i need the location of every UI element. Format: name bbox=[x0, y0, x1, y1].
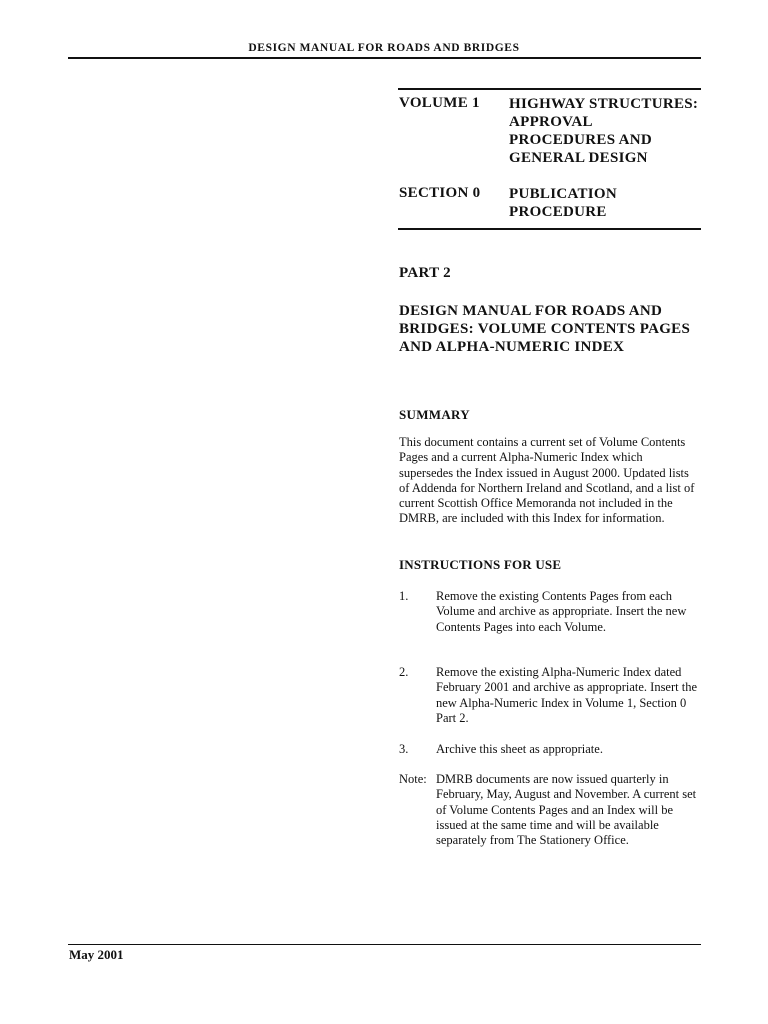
section-label: SECTION 0 bbox=[399, 185, 481, 201]
instruction-number: 3. bbox=[399, 742, 409, 756]
summary-text: This document contains a current set of Volume Contents Pages and a current Alpha-Numeric Index which supersedes the Index issued in August 2000. Updated lists of Addenda for Northern Ireland and Scotland, and a list of current Scottish Office Memoranda not included in the DMRB, are included with this Index for information. bbox=[399, 435, 695, 526]
instruction-text: Remove the existing Alpha-Numeric Index dated February 2001 and archive as appropriate. Insert the new Alpha-Numeric Index in Volume 1, Section 0 Part 2. bbox=[436, 665, 698, 725]
volume-block-bottom-rule bbox=[398, 228, 701, 230]
part-label: PART 2 bbox=[399, 265, 451, 281]
page-header-title: DESIGN MANUAL FOR ROADS AND BRIDGES bbox=[248, 42, 520, 54]
instruction-number: 1. bbox=[399, 589, 409, 603]
note-label: Note: bbox=[399, 772, 427, 786]
instructions-heading: INSTRUCTIONS FOR USE bbox=[399, 557, 562, 572]
volume-title: HIGHWAY STRUCTURES: APPROVAL PROCEDURES AND GENERAL DESIGN bbox=[509, 96, 699, 166]
document-title: DESIGN MANUAL FOR ROADS AND BRIDGES: VOLUME CONTENTS PAGES AND ALPHA-NUMERIC INDEX bbox=[399, 303, 691, 355]
header-rule bbox=[68, 57, 701, 59]
footer-rule bbox=[68, 944, 701, 945]
note-text: DMRB documents are now issued quarterly in February, May, August and November. A current set of Volume Contents Pages and an Index will be issued at the same time and will be available separately from The Stationery Office. bbox=[436, 772, 697, 848]
section-title: PUBLICATION PROCEDURE bbox=[509, 186, 618, 220]
volume-label: VOLUME 1 bbox=[399, 95, 480, 111]
instruction-text: Archive this sheet as appropriate. bbox=[436, 742, 603, 756]
summary-heading: SUMMARY bbox=[399, 407, 470, 422]
volume-block-top-rule bbox=[398, 88, 701, 90]
footer-date: May 2001 bbox=[69, 947, 124, 962]
instruction-text: Remove the existing Contents Pages from each Volume and archive as appropriate. Insert the new Contents Pages into each Volume. bbox=[436, 589, 687, 634]
instruction-number: 2. bbox=[399, 665, 409, 679]
